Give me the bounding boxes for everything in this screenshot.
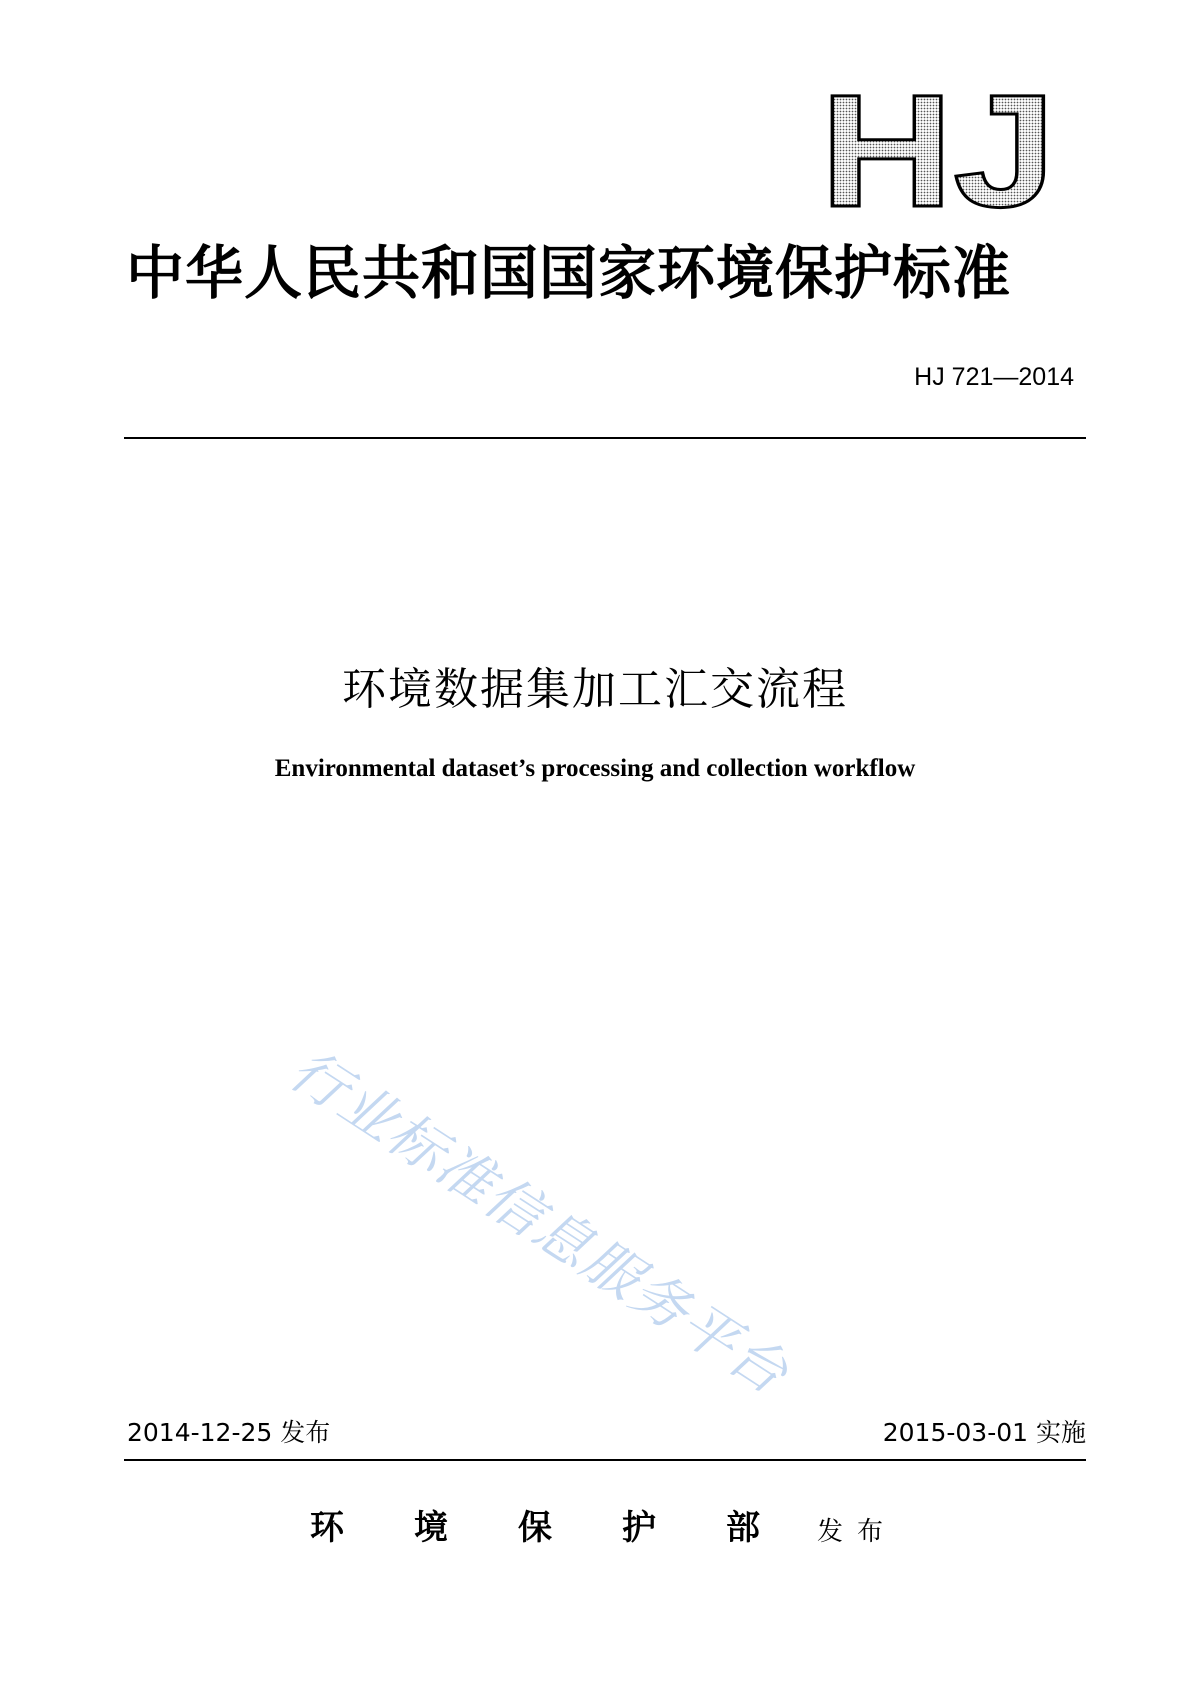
implementation-date: 2015-03-01 实施 [882, 1418, 1086, 1447]
hj-logo-text: HJ [820, 86, 1056, 210]
watermark: 行业标准信息服务平台 [278, 1037, 801, 1408]
standard-number: HJ 721—2014 [914, 363, 1074, 391]
publisher-suffix: 发布 [817, 1517, 898, 1547]
document-title-en: Environmental dataset’s processing and collection workflow [274, 755, 916, 782]
publisher-name: 环境保护部 [310, 1508, 830, 1548]
document-title-zh: 环境数据集加工汇交流程 [342, 664, 848, 715]
standard-title: 中华人民共和国国家环境保护标准 [126, 239, 1012, 307]
top-divider [124, 437, 1086, 439]
issue-date: 2014-12-25 发布 [127, 1418, 331, 1447]
bottom-divider [124, 1459, 1086, 1461]
hj-logo [818, 86, 1058, 210]
